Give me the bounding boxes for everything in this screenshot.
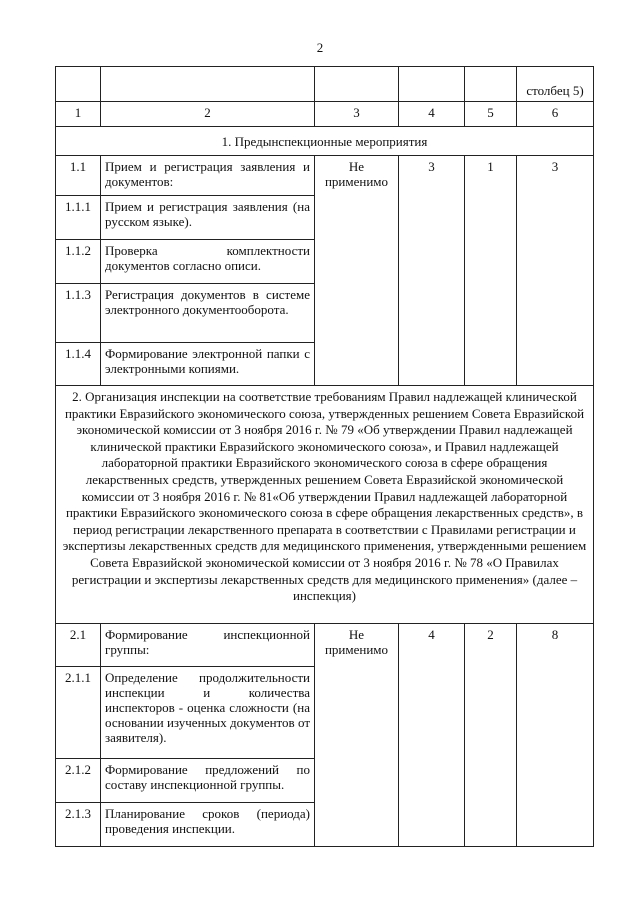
row-text: Прием и регистрация заявления (на русском языке). bbox=[101, 196, 315, 240]
row-text: Формирование предложений по составу инспекционной группы. bbox=[101, 759, 315, 803]
col-number-6: 6 bbox=[517, 102, 594, 127]
applicability-cell: Не применимо bbox=[315, 156, 399, 386]
col-number-2: 2 bbox=[101, 102, 315, 127]
header-cell-5 bbox=[465, 67, 517, 102]
header-cell-3 bbox=[315, 67, 399, 102]
row-text: Определение продолжительности инспекции и количества инспекторов - оценка сложности (на основании изученных документов от заявителя). bbox=[101, 667, 315, 759]
row-text: Планирование сроков (периода) проведения инспекции. bbox=[101, 803, 315, 847]
row-text: Формирование инспекционной группы: bbox=[101, 624, 315, 667]
row-number: 2.1.1 bbox=[56, 667, 101, 759]
col-number-1: 1 bbox=[56, 102, 101, 127]
value-col-4: 4 bbox=[399, 624, 465, 847]
col-number-5: 5 bbox=[465, 102, 517, 127]
row-number: 2.1 bbox=[56, 624, 101, 667]
row-number: 1.1.1 bbox=[56, 196, 101, 240]
row-number: 2.1.2 bbox=[56, 759, 101, 803]
table-row bbox=[56, 156, 594, 196]
value-col-6: 3 bbox=[517, 156, 594, 386]
row-number: 2.1.3 bbox=[56, 803, 101, 847]
row-number: 1.1.2 bbox=[56, 240, 101, 284]
section-1-title: 1. Предынспекционные мероприятия bbox=[56, 127, 594, 156]
row-number: 1.1 bbox=[56, 156, 101, 196]
col-number-3: 3 bbox=[315, 102, 399, 127]
section-2-title-row bbox=[56, 386, 594, 624]
table-row bbox=[56, 624, 594, 667]
row-text: Проверка комплектности документов согласно описи. bbox=[101, 240, 315, 284]
value-col-5: 2 bbox=[465, 624, 517, 847]
value-col-5: 1 bbox=[465, 156, 517, 386]
header-cell-2 bbox=[101, 67, 315, 102]
procedure-table bbox=[55, 66, 594, 847]
value-col-4: 3 bbox=[399, 156, 465, 386]
header-row bbox=[56, 67, 594, 102]
applicability-cell: Не применимо bbox=[315, 624, 399, 847]
col-number-4: 4 bbox=[399, 102, 465, 127]
row-number: 1.1.4 bbox=[56, 343, 101, 386]
row-text: Прием и регистрация заявления и документов: bbox=[101, 156, 315, 196]
header-cell-6: столбец 5) bbox=[517, 67, 594, 102]
row-text: Формирование электронной папки с электронными копиями. bbox=[101, 343, 315, 386]
page-number: 2 bbox=[316, 40, 324, 55]
header-cell-4 bbox=[399, 67, 465, 102]
row-text: Регистрация документов в системе электронного документооборота. bbox=[101, 284, 315, 343]
header-cell-1 bbox=[56, 67, 101, 102]
column-number-row bbox=[56, 102, 594, 127]
row-number: 1.1.3 bbox=[56, 284, 101, 343]
value-col-6: 8 bbox=[517, 624, 594, 847]
section-2-title: 2. Организация инспекции на соответствие требованиям Правил надлежащей клинической практики Евразийского экономического союза, утвержденных решением Совета Евразийской экономической комиссии от 3 ноября 2016 г. № 79 «Об утверждении Правил надлежащей клинической практики Евразийского экономического союза», и Правил надлежащей лабораторной практики Евразийского экономического союза в сфере обращения лекарственных средств, утвержденных решением Совета Евразийской экономической комиссии от 3 ноября 2016 г. № 81«Об утверждении Правил надлежащей лабораторной практики Евразийского экономического союза в сфере обращения лекарственных средств», в период регистрации лекарственного препарата в соответствии с Правилами регистрации и экспертизы лекарственных средств для медицинского применения, утвержденными решением Совета Евразийской экономической комиссии от 3 ноября 2016 г. № 78 «О Правилах регистрации и экспертизы лекарственных средств для медицинского применения» (далее – инспекция) bbox=[56, 386, 594, 624]
section-1-title-row bbox=[56, 127, 594, 156]
